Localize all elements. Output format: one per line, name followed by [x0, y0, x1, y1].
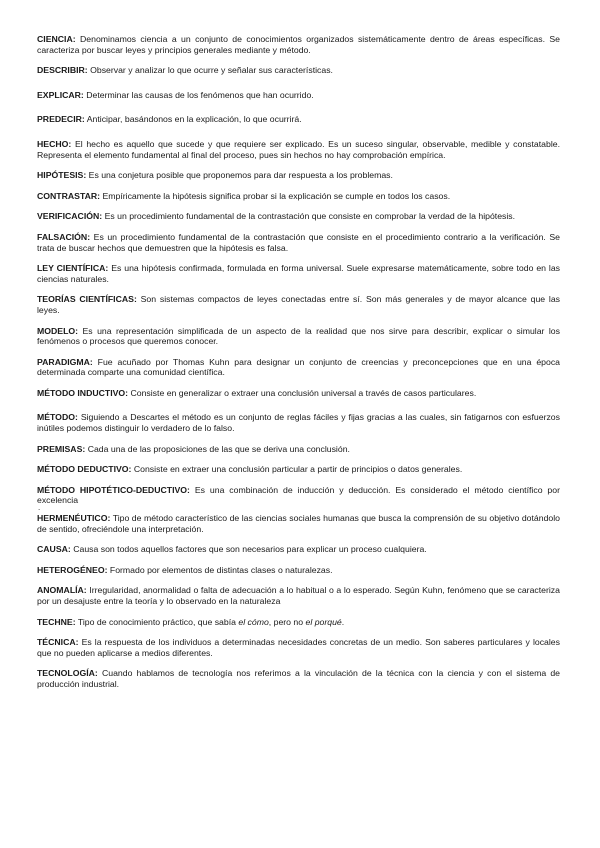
term: MÉTODO DEDUCTIVO:	[37, 464, 132, 475]
definition: Cada una de las proposiciones de las que se deriva una conclusión.	[85, 443, 350, 454]
definition: Es una conjetura posible que proponemos para dar respuesta a los problemas.	[86, 170, 393, 181]
definition: Es un procedimiento fundamental de la contrastación que consiste en el procedimiento contrario a la verificación. Se trata de buscar hechos que demuestren que la hipótesis es falsa.	[37, 231, 560, 253]
definition-part: .	[341, 616, 345, 627]
entry-falsacion	[37, 232, 560, 253]
term: TECNOLOGÍA:	[37, 668, 98, 679]
definition: Es una combinación de inducción y deducción. Es considerado el método científico por excelencia	[37, 484, 560, 506]
entry-heterogeneo	[37, 565, 560, 576]
entry-anomalia	[37, 585, 560, 606]
term: VERIFICACIÓN:	[37, 211, 103, 222]
definition: Anticipar, basándonos en la explicación, lo que ocurrirá.	[84, 114, 302, 125]
definition: Denominamos ciencia a un conjunto de conocimientos organizados sistemáticamente dentro de áreas específicas. Se caracteriza por buscar leyes y principios generales mediante y método.	[37, 34, 560, 55]
stray-mark: .	[38, 503, 41, 513]
term: TECHNE:	[37, 616, 76, 627]
term: HIPÓTESIS:	[37, 170, 87, 181]
definition: Consiste en generalizar o extraer una conclusión universal a través de casos particulares.	[128, 387, 477, 398]
entry-hermeneutico	[37, 513, 560, 534]
entry-predecir	[37, 114, 560, 125]
entry-paradigma	[37, 357, 560, 378]
definition: Determinar las causas de los fenómenos que han ocurrido.	[83, 89, 314, 100]
definition-part: Tipo de conocimiento práctico, que sabía	[75, 616, 239, 627]
definition: Causa son todos aquellos factores que son necesarios para explicar un proceso cualquiera.	[70, 544, 427, 555]
term: PREMISAS:	[37, 443, 86, 454]
entry-describir	[37, 65, 560, 76]
definition: Es una hipótesis confirmada, formulada en forma universal. Suele expresarse matemáticamente, sobre todo en las ciencias naturales.	[37, 263, 560, 284]
emphasis: el porqué	[305, 616, 342, 627]
definition: Formado por elementos de distintas clases o naturalezas.	[107, 564, 333, 575]
definition: El hecho es aquello que sucede y que requiere ser explicado. Es un suceso singular, observable, medible y constatable. Representa el elemento fundamental al final del proceso, pues sin hechos no hay comprobación empírica.	[37, 138, 560, 160]
entry-hipotesis	[37, 170, 560, 181]
term: HETEROGÉNEO:	[37, 564, 108, 575]
entry-metodo-inductivo	[37, 388, 560, 399]
entry-verificacion	[37, 211, 560, 222]
definition: Observar y analizar lo que ocurre y señalar sus características.	[87, 65, 333, 76]
definition: Consiste en extraer una conclusión particular a partir de principios o datos generales.	[131, 464, 463, 475]
term: CAUSA:	[37, 544, 71, 555]
entry-premisas	[37, 444, 560, 455]
entry-modelo	[37, 326, 560, 347]
definition: Tipo de método característico de las ciencias sociales humanas que busca la comprensión de su objetivo dotándolo de sentido, ofreciéndole una interpretación.	[37, 513, 560, 534]
definition: Empíricamente la hipótesis significa probar si la explicación se cumple en todos los casos.	[100, 190, 451, 201]
entry-tecnica	[37, 637, 560, 658]
definition: Es un procedimiento fundamental de la contrastación que consiste en comprobar la verdad de la hipótesis.	[102, 211, 516, 222]
entry-tecnologia	[37, 668, 560, 689]
entry-explicar	[37, 90, 560, 101]
definition: Irregularidad, anormalidad o falta de adecuación a lo habitual o a lo esperado. Según Kuhn, fenómeno que se caracteriza por un desajuste entre la teoría y lo observado en la naturaleza	[37, 585, 560, 606]
term: MÉTODO INDUCTIVO:	[37, 387, 129, 398]
definition-part: , pero no	[268, 616, 306, 627]
emphasis: el cómo	[238, 616, 269, 627]
entry-ley-cientifica	[37, 263, 560, 284]
term: EXPLICAR:	[37, 89, 84, 100]
term: LEY CIENTÍFICA:	[37, 263, 109, 274]
term: MODELO:	[37, 325, 79, 336]
term: CONTRASTAR:	[37, 190, 101, 201]
term: CIENCIA:	[37, 34, 76, 44]
entry-teorias-cientificas	[37, 294, 560, 315]
entry-ciencia	[37, 34, 560, 55]
term: HERMENÉUTICO:	[37, 513, 111, 524]
definition: Son sistemas compactos de leyes conectadas entre sí. Son más generales y de mayor alcance que las leyes.	[37, 294, 560, 315]
entry-contrastar	[37, 191, 560, 202]
definition: Fue acuñado por Thomas Kuhn para designar un conjunto de creencias y preconcepciones que en una época determinada comparte una comunidad científica.	[37, 356, 560, 378]
term: PREDECIR:	[37, 114, 85, 125]
term: PARADIGMA:	[37, 356, 93, 367]
term: MÉTODO:	[37, 412, 78, 423]
entry-hecho	[37, 139, 560, 160]
entry-causa	[37, 544, 560, 555]
term: FALSACIÓN:	[37, 231, 91, 242]
term: ANOMALÍA:	[37, 585, 87, 596]
definition: Siguiendo a Descartes el método es un conjunto de reglas fáciles y fijas gracias a las cuales, sin fatigarnos con esfuerzos inútiles podemos distinguir lo verdadero de lo falso.	[37, 412, 560, 434]
entry-metodo-hipotetico-deductivo	[37, 485, 560, 506]
term: DESCRIBIR:	[37, 65, 88, 76]
term: TEORÍAS CIENTÍFICAS:	[37, 294, 137, 305]
term: MÉTODO HIPOTÉTICO-DEDUCTIVO:	[37, 484, 190, 495]
entry-metodo	[37, 412, 560, 433]
term: HECHO:	[37, 138, 72, 149]
entry-techne	[37, 617, 560, 628]
term: TÉCNICA:	[37, 637, 79, 648]
definition: Cuando hablamos de tecnología nos referimos a la vinculación de la técnica con la ciencia y con el sistema de producción industrial.	[37, 668, 560, 689]
entry-metodo-deductivo	[37, 464, 560, 475]
definition: Es una representación simplificada de un aspecto de la realidad que nos sirve para describir, explicar o simular los fenómenos o procesos que queremos conocer.	[37, 325, 560, 347]
definition: Es la respuesta de los individuos a determinadas necesidades concretas de un medio. Son saberes particulares y locales que no pueden aplicarse a medios diferentes.	[37, 637, 560, 658]
